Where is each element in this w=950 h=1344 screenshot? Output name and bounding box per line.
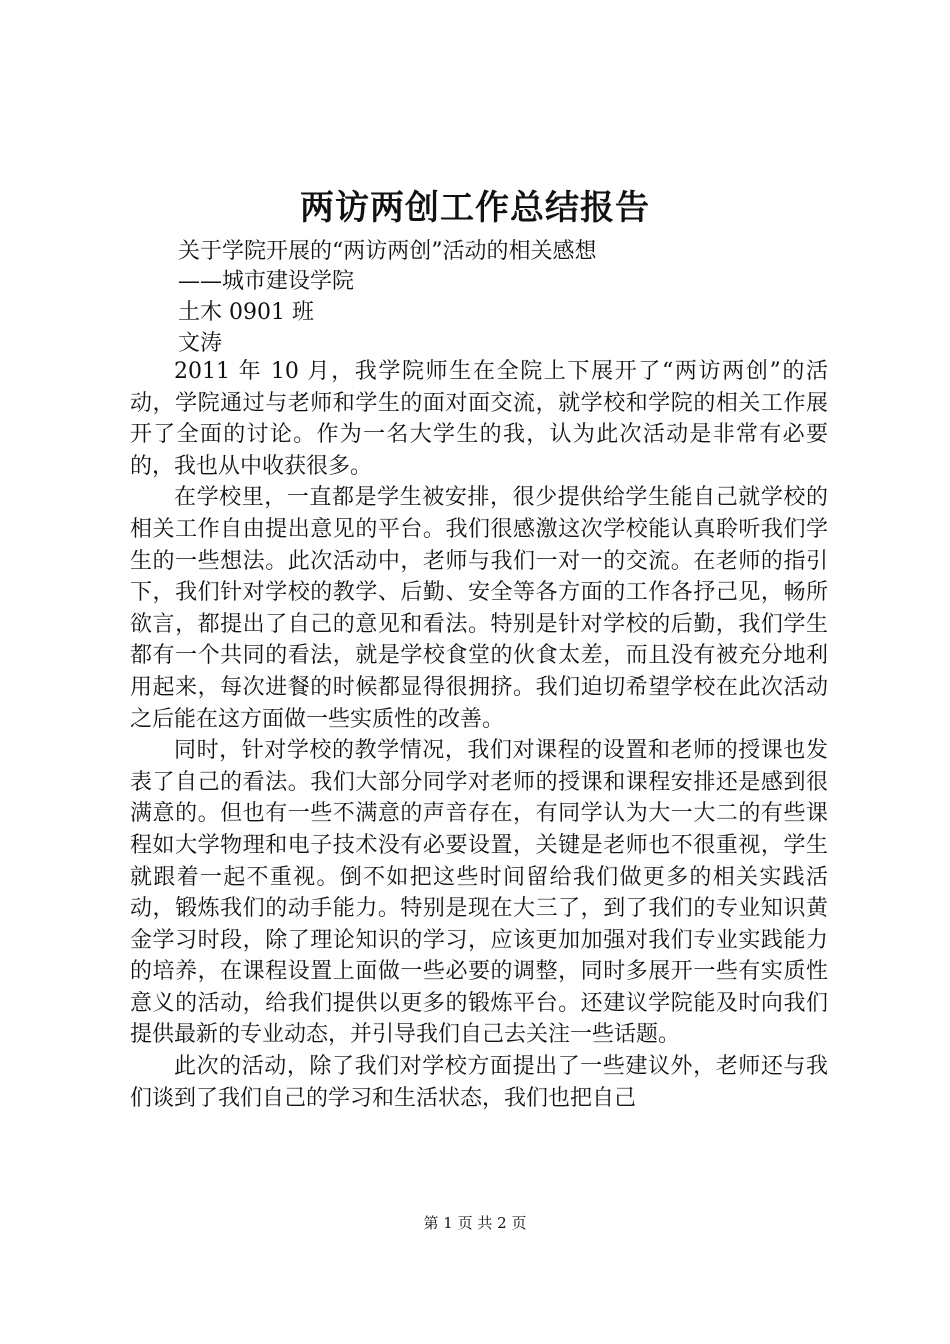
document-body [130,356,828,1114]
author-line: 文涛 [178,331,223,356]
paragraph-3: 同时，针对学校的教学情况，我们对课程的设置和老师的授课也发表了自己的看法。我们大部分同学对老师的授课和课程安排还是感到很满意的。但也有一些不满意的声音存在，有同学认为大一大二的有些课程如大学物理和电子技术没有必要设置，关键是老师也不很重视，学生就跟着一起不重视。倒不如把这些时间留给我们做更多的相关实践活动，锻炼我们的动手能力。特别是现在大三了，到了我们的专业知识黄金学习时段，除了理论知识的学习，应该更加加强对我们专业实践能力的培养，在课程设置上面做一些必要的调整，同时多展开一些有实质性意义的活动，给我们提供以更多的锻炼平台。还建议学院能及时向我们提供最新的专业动态，并引导我们自己去关注一些话题。 [130,738,828,1048]
paragraph-1: 2011 年 10 月，我学院师生在全院上下展开了“两访两创”的活动，学院通过与老师和学生的面对面交流，就学校和学院的相关工作展开了全面的讨论。作为一名大学生的我，认为此次活动是非常有必要的，我也从中收获很多。 [130,359,828,479]
department-line: ——城市建设学院 [178,269,355,294]
paragraph-2: 在学校里，一直都是学生被安排，很少提供给学生能自己就学校的相关工作自由提出意见的平台。我们很感激这次学校能认真聆听我们学生的一些想法。此次活动中，老师与我们一对一的交流。在老师的指引下，我们针对学校的教学、后勤、安全等各方面的工作各抒己见，畅所欲言，都提出了自己的意见和看法。特别是针对学校的后勤，我们学生都有一个共同的看法，就是学校食堂的伙食太差，而且没有被充分地利用起来，每次进餐的时候都显得很拥挤。我们迫切希望学校在此次活动之后能在这方面做一些实质性的改善。 [130,485,828,732]
paragraph-4: 此次的活动，除了我们对学校方面提出了一些建议外，老师还与我们谈到了我们自己的学习和生活状态，我们也把自己 [130,1054,828,1111]
document-title: 两访两创工作总结报告 [300,188,650,228]
document-subtitle: 关于学院开展的“两访两创”活动的相关感想 [178,239,597,264]
class-line: 土木 0901 班 [178,300,314,325]
page-footer: 第 1 页 共 2 页 [423,1214,527,1232]
